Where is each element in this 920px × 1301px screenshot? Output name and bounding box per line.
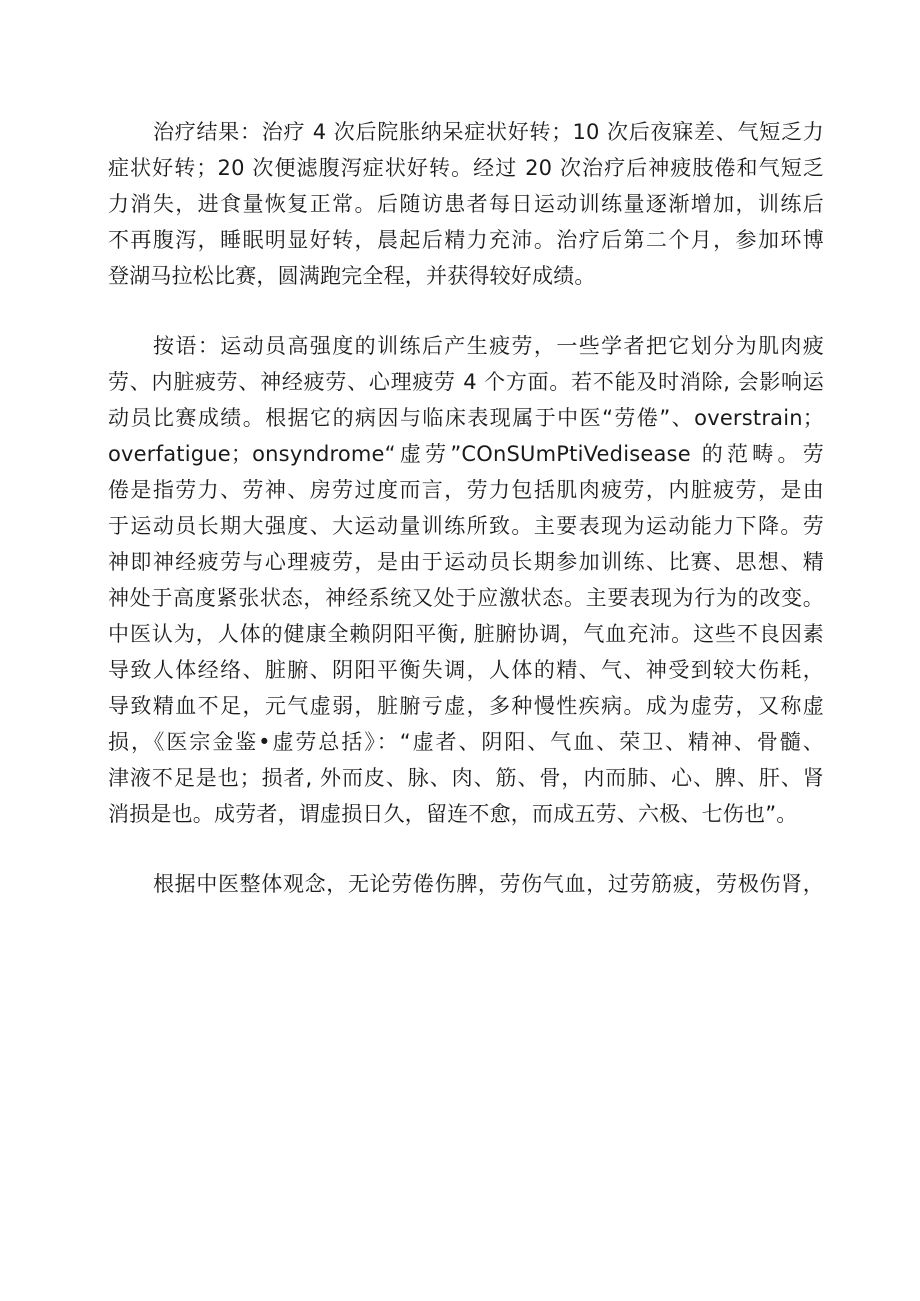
paragraph-commentary (108, 328, 824, 832)
text-line: 症状好转；20 次便滤腹泻症状好转。经过 20 次治疗后神疲肢倦和气短乏 (108, 156, 824, 180)
text-line: 根据中医整体观念，无论劳倦伤脾，劳伤气血，过劳筋疲，劳极伤肾， (153, 872, 824, 896)
text-line: 不再腹泻，睡眠明显好转，晨起后精力充沛。治疗后第二个月，参加环博 (108, 228, 824, 252)
text-line: 于运动员长期大强度、大运动量训练所致。主要表现为运动能力下降。劳 (108, 514, 824, 538)
text-line: 劳、内脏疲劳、神经疲劳、心理疲劳 4 个方面。若不能及时消除, 会影响运 (108, 370, 824, 394)
text-line: 中医认为，人体的健康全赖阴阳平衡, 脏腑协调，气血充沛。这些不良因素 (108, 622, 824, 646)
text-line: 倦是指劳力、劳神、房劳过度而言，劳力包括肌肉疲劳，内脏疲劳，是由 (108, 478, 824, 502)
paragraph-treatment-result (108, 114, 824, 294)
text-line: overfatigue；onsyndrome“虚劳”COnSUmPtiVedisease 的范畴。劳 (108, 442, 824, 466)
text-line: 神处于高度紧张状态，神经系统又处于应激状态。主要表现为行为的改变。 (108, 586, 824, 610)
text-line: 按语：运动员高强度的训练后产生疲劳，一些学者把它划分为肌肉疲 (153, 334, 824, 358)
text-line: 登湖马拉松比赛，圆满跑完全程，并获得较好成绩。 (108, 264, 596, 288)
text-line: 导致人体经络、脏腑、阴阳平衡失调，人体的精、气、神受到较大伤耗， (108, 658, 824, 682)
text-line: 力消失，进食量恢复正常。后随访患者每日运动训练量逐渐增加，训练后 (108, 192, 824, 216)
document-body (108, 114, 824, 902)
text-line: 动员比赛成绩。根据它的病因与临床表现属于中医“劳倦”、overstrain； (108, 406, 824, 430)
text-line: 治疗结果：治疗 4 次后院胀纳呆症状好转；10 次后夜寐差、气短乏力 (153, 120, 824, 144)
text-line: 神即神经疲劳与心理疲劳，是由于运动员长期参加训练、比赛、思想、精 (108, 550, 824, 574)
text-line: 导致精血不足，元气虚弱，脏腑亏虚，多种慢性疾病。成为虚劳，又称虚 (108, 694, 824, 718)
text-line: 津液不足是也；损者, 外而皮、脉、肉、筋、骨，内而肺、心、脾、肝、肾 (108, 766, 824, 790)
text-line: 损，《医宗金鉴•虚劳总括》：“虚者、阴阳、气血、荣卫、精神、骨髓、 (108, 730, 824, 754)
text-line: 消损是也。成劳者，谓虚损日久，留连不愈，而成五劳、六极、七伤也”。 (108, 802, 798, 826)
paragraph-holistic-view (108, 866, 824, 902)
